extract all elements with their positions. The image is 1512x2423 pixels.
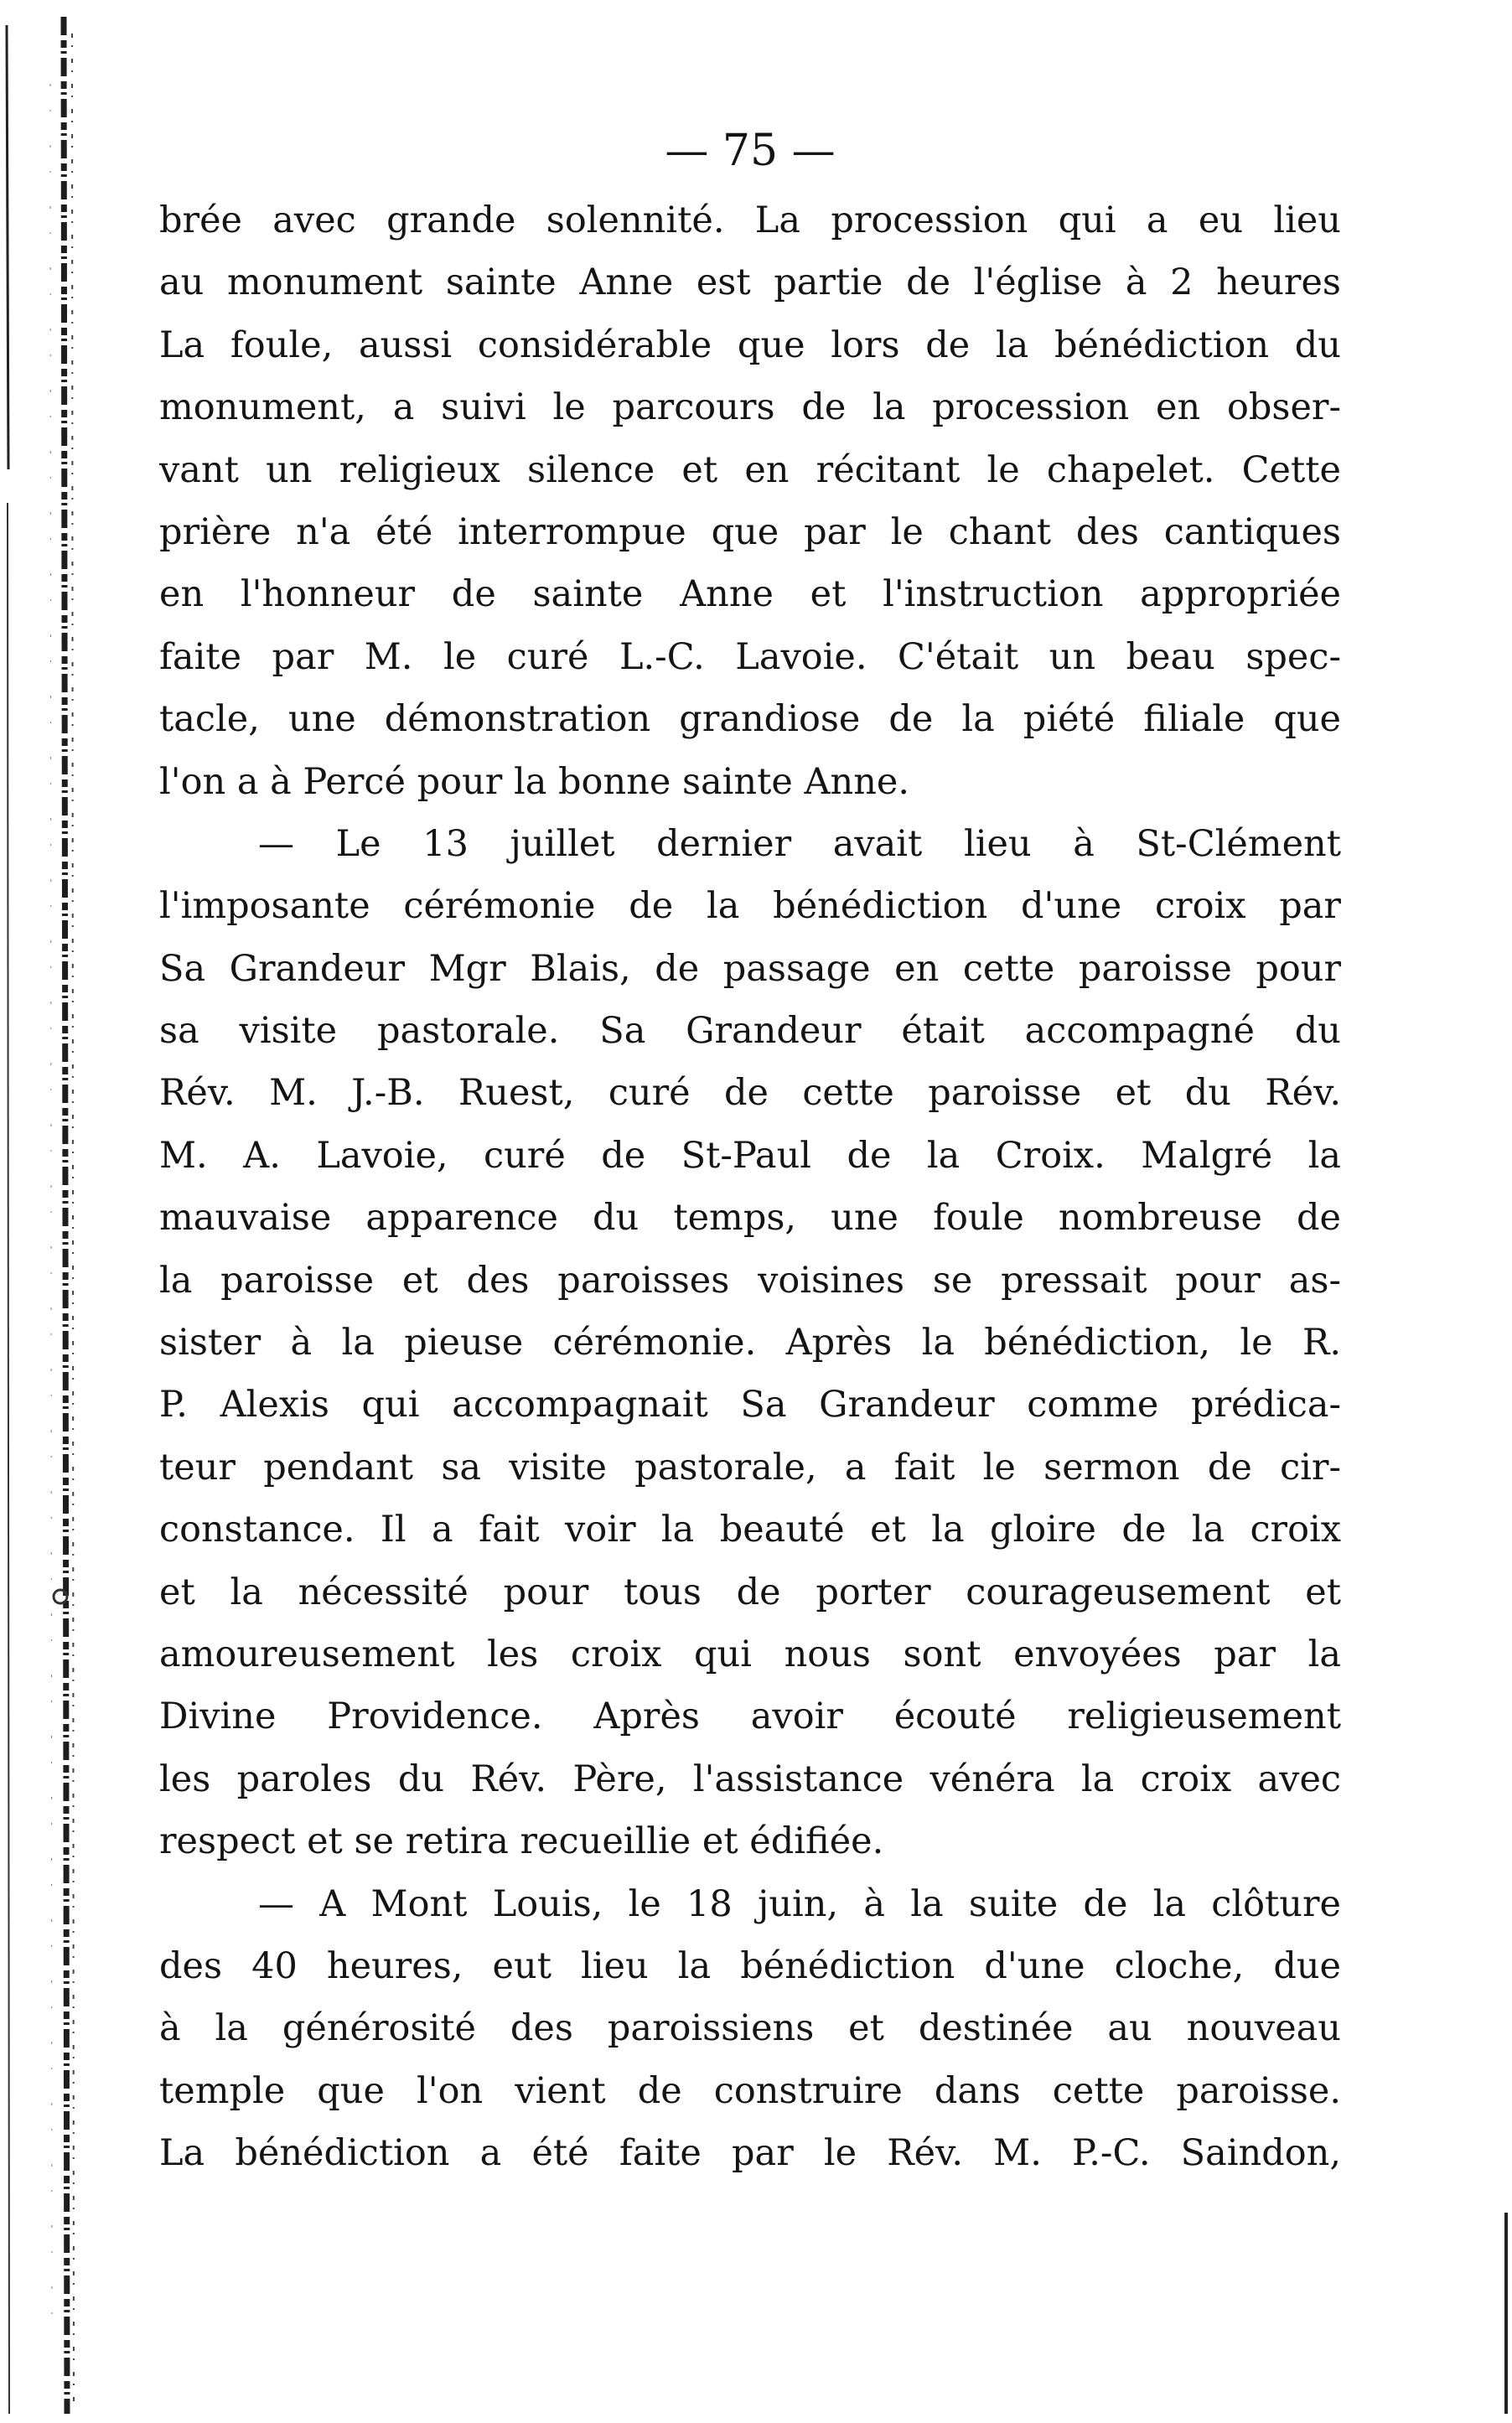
text-line: à la générosité des paroissiens et destinée au nouveau [159, 2007, 1341, 2050]
text-line: Divine Providence. Après avoir écouté religieusement [159, 1696, 1341, 1738]
text-line: Rév. M. J.-B. Ruest, curé de cette paroisse et du Rév. [159, 1072, 1341, 1115]
scanned-page-edge [1492, 0, 1512, 2423]
text-line: les paroles du Rév. Père, l'assistance vénéra la croix avec [159, 1758, 1341, 1800]
text-line: brée avec grande solennité. La procession qui a eu lieu [159, 199, 1341, 241]
book-page [159, 126, 1341, 2238]
text-line: mauvaise apparence du temps, une foule nombreuse de [159, 1197, 1341, 1240]
page-number: — 75 — [665, 126, 836, 176]
text-line: l'on a à Percé pour la bonne sainte Anne. [159, 760, 910, 803]
text-line: l'imposante cérémonie de la bénédiction d'une croix par [159, 885, 1341, 928]
text-line: en l'honneur de sainte Anne et l'instruction appropriée [159, 573, 1341, 616]
text-line: teur pendant sa visite pastorale, a fait le sermon de cir- [159, 1446, 1341, 1488]
text-line: sister à la pieuse cérémonie. Après la bénédiction, le R. [159, 1322, 1341, 1364]
text-line: sa visite pastorale. Sa Grandeur était accompagné du [159, 1010, 1341, 1053]
text-line: M. A. Lavoie, curé de St-Paul de la Croix. Malgré la [159, 1134, 1341, 1177]
scanned-binding-edge [0, 0, 79, 2423]
text-line: des 40 heures, eut lieu la bénédiction d'une cloche, due [159, 1944, 1341, 1987]
body-text [159, 189, 1341, 2185]
text-line: P. Alexis qui accompagnait Sa Grandeur comme prédica- [159, 1384, 1341, 1426]
text-line: au monument sainte Anne est partie de l'église à 2 heures [159, 261, 1341, 304]
text-line: faite par M. le curé L.-C. Lavoie. C'était un beau spec- [159, 635, 1341, 678]
text-line: amoureusement les croix qui nous sont envoyées par la [159, 1633, 1341, 1675]
text-line: — Le 13 juillet dernier avait lieu à St-Clément [258, 822, 1341, 865]
text-line: constance. Il a fait voir la beauté et la gloire de la croix [159, 1509, 1341, 1551]
text-line: La foule, aussi considérable que lors de la bénédiction du [159, 324, 1341, 366]
text-line: monument, a suivi le parcours de la procession en obser- [159, 386, 1341, 429]
text-line: temple que l'on vient de construire dans cette paroisse. [159, 2069, 1341, 2112]
text-line: vant un religieux silence et en récitant le chapelet. Cette [159, 448, 1341, 491]
text-line: respect et se retira recueillie et édifiée. [159, 1820, 884, 1863]
text-line: — A Mont Louis, le 18 juin, à la suite de la clôture [258, 1882, 1341, 1925]
text-line: Sa Grandeur Mgr Blais, de passage en cette paroisse pour [159, 947, 1341, 990]
text-line: tacle, une démonstration grandiose de la piété filiale que [159, 698, 1341, 741]
text-line: prière n'a été interrompue que par le chant des cantiques [159, 510, 1341, 553]
text-line: la paroisse et des paroisses voisines se pressait pour as- [159, 1259, 1341, 1302]
text-line: La bénédiction a été faite par le Rév. M. P.-C. Saindon, [159, 2132, 1341, 2175]
text-line: et la nécessité pour tous de porter courageusement et [159, 1571, 1341, 1613]
